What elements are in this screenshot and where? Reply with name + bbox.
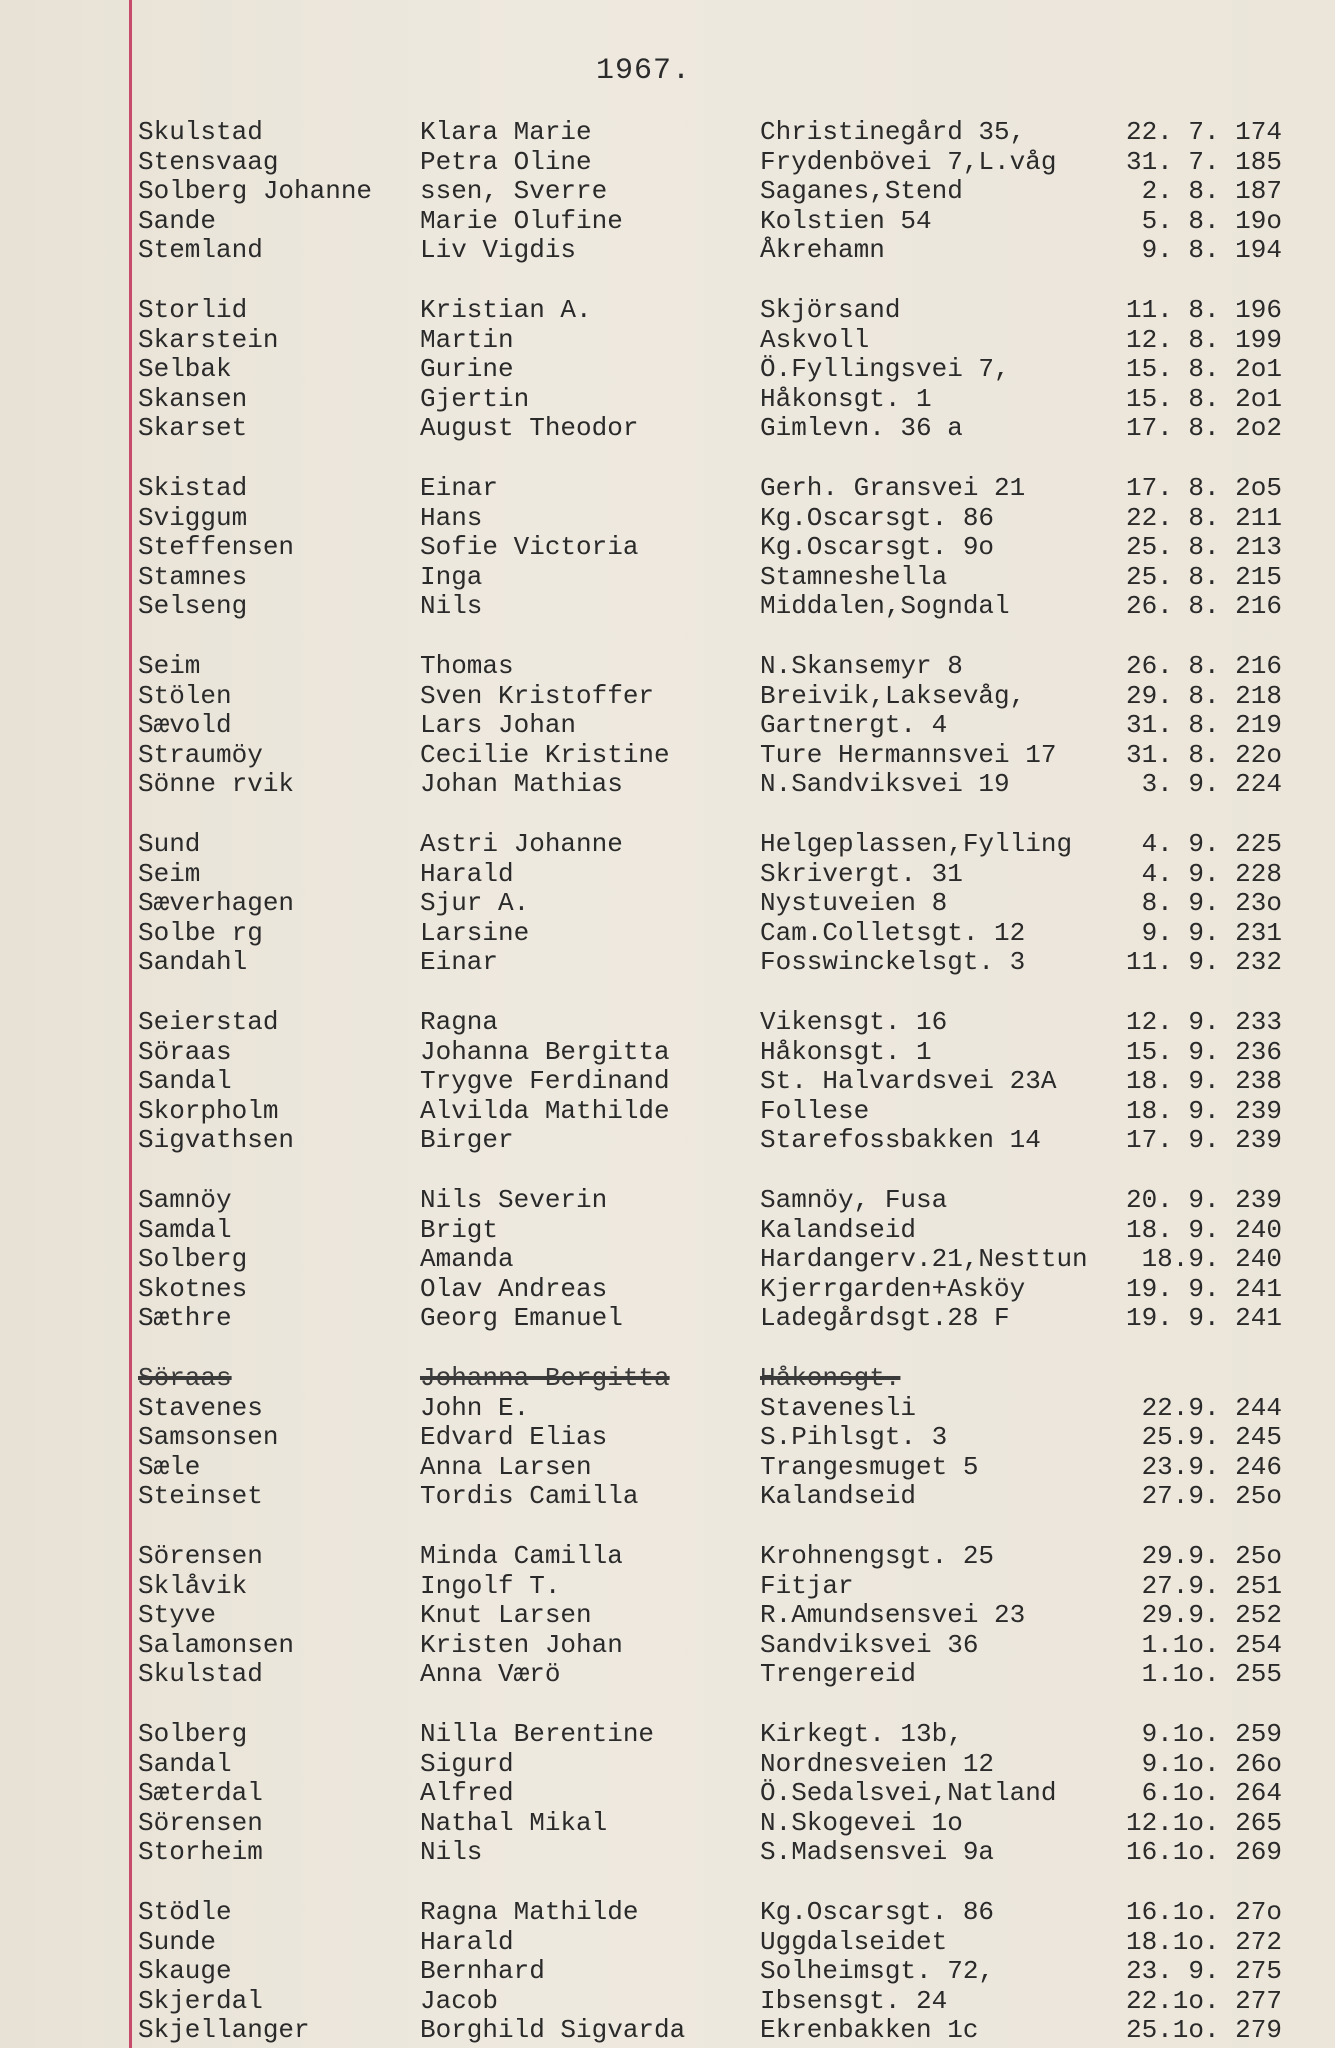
first-name-cell: Tordis Camilla — [420, 1481, 639, 1511]
ledger-row — [0, 147, 1335, 177]
ledger-row — [0, 1422, 1335, 1452]
date-number-cell: 29.9. 25o — [1141, 1541, 1282, 1571]
date-number-cell: 26. 8. 216 — [1125, 591, 1282, 621]
address-cell: Solheimsgt. 72, — [760, 1956, 995, 1986]
first-name-cell: Klara Marie — [420, 117, 592, 147]
ledger-row — [0, 562, 1335, 592]
ledger-row — [0, 1452, 1335, 1482]
first-name-cell: Amanda — [420, 1244, 514, 1274]
surname-cell: Stamnes — [138, 562, 248, 592]
date-number-cell: 3. 9. 224 — [1141, 769, 1282, 799]
date-number-cell: 25.9. 245 — [1141, 1422, 1282, 1452]
ledger-row — [0, 1215, 1335, 1245]
ledger-row — [0, 1778, 1335, 1808]
surname-cell: Skorpholm — [138, 1096, 279, 1126]
surname-cell: Sörensen — [138, 1541, 263, 1571]
date-number-cell: 17. 8. 2o2 — [1125, 413, 1282, 443]
ledger-row — [0, 295, 1335, 325]
address-cell: Breivik,Laksevåg, — [760, 681, 1026, 711]
date-number-cell: 4. 9. 228 — [1141, 859, 1282, 889]
first-name-cell: Liv Vigdis — [420, 235, 577, 265]
ledger-row — [0, 829, 1335, 859]
ledger-row — [0, 1393, 1335, 1423]
first-name-cell: Jacob — [420, 1986, 499, 2016]
address-cell: Sandviksvei 36 — [760, 1630, 979, 1660]
address-cell: Ibsensgt. 24 — [760, 1986, 948, 2016]
date-number-cell: 12. 9. 233 — [1125, 1007, 1282, 1037]
first-name-cell: Martin — [420, 325, 514, 355]
date-number-cell: 1.1o. 254 — [1141, 1630, 1282, 1660]
surname-cell: Stödle — [138, 1897, 232, 1927]
first-name-cell: Einar — [420, 473, 499, 503]
surname-cell: Skotnes — [138, 1274, 248, 1304]
ledger-row — [0, 532, 1335, 562]
ledger-row — [0, 384, 1335, 414]
date-number-cell: 2. 8. 187 — [1141, 176, 1282, 206]
date-number-cell: 18. 9. 240 — [1125, 1215, 1282, 1245]
first-name-cell: Kristian A. — [420, 295, 592, 325]
surname-cell: Steffensen — [138, 532, 295, 562]
date-number-cell: 15. 9. 236 — [1125, 1037, 1282, 1067]
address-cell: Kg.Oscarsgt. 9o — [760, 532, 995, 562]
date-number-cell: 31. 7. 185 — [1125, 147, 1282, 177]
address-cell: Cam.Colletsgt. 12 — [760, 918, 1026, 948]
ledger-row — [0, 473, 1335, 503]
surname-cell: Sæverhagen — [138, 888, 295, 918]
first-name-cell: Sven Kristoffer — [420, 681, 655, 711]
date-number-cell: 23.9. 246 — [1141, 1452, 1282, 1482]
surname-cell: Sævold — [138, 710, 232, 740]
date-number-cell: 9.1o. 259 — [1141, 1719, 1282, 1749]
address-cell: Kalandseid — [760, 1215, 917, 1245]
ledger-row — [0, 117, 1335, 147]
address-cell: Trangesmuget 5 — [760, 1452, 979, 1482]
first-name-cell: Thomas — [420, 651, 514, 681]
address-cell: Gimlevn. 36 a — [760, 413, 963, 443]
date-number-cell: 17. 8. 2o5 — [1125, 473, 1282, 503]
ledger-row — [0, 503, 1335, 533]
ledger-row-struck — [0, 1363, 1335, 1393]
ledger-row — [0, 681, 1335, 711]
address-cell: Gerh. Gransvei 21 — [760, 473, 1026, 503]
ledger-row — [0, 1719, 1335, 1749]
date-number-cell: 19. 9. 241 — [1125, 1303, 1282, 1333]
date-number-cell: 27.9. 25o — [1141, 1481, 1282, 1511]
address-cell: S.Pihlsgt. 3 — [760, 1422, 948, 1452]
surname-cell: Sæterdal — [138, 1778, 263, 1808]
first-name-cell: Anna Larsen — [420, 1452, 592, 1482]
date-number-cell: 18. 9. 239 — [1125, 1096, 1282, 1126]
address-cell: Ö.Fyllingsvei 7, — [760, 354, 1010, 384]
surname-cell: Straumöy — [138, 740, 263, 770]
address-cell: Ö.Sedalsvei,Natland — [760, 1778, 1057, 1808]
surname-cell: Steinset — [138, 1481, 263, 1511]
address-cell: Stavenesli — [760, 1393, 917, 1423]
date-number-cell: 27.9. 251 — [1141, 1571, 1282, 1601]
first-name-cell: Nils — [420, 591, 483, 621]
surname-cell: Söraas — [138, 1363, 232, 1393]
first-name-cell: Ragna — [420, 1007, 499, 1037]
date-number-cell: 22. 7. 174 — [1125, 117, 1282, 147]
first-name-cell: Hans — [420, 503, 483, 533]
date-number-cell: 15. 8. 2o1 — [1125, 384, 1282, 414]
surname-cell: Skarstein — [138, 325, 279, 355]
ledger-row — [0, 235, 1335, 265]
surname-cell: Seierstad — [138, 1007, 279, 1037]
ledger-row — [0, 1837, 1335, 1867]
surname-cell: Sönne rvik — [138, 769, 295, 799]
ledger-row — [0, 1749, 1335, 1779]
address-cell: Nordnesveien 12 — [760, 1749, 995, 1779]
first-name-cell: Alvilda Mathilde — [420, 1096, 670, 1126]
date-number-cell: 11. 8. 196 — [1125, 295, 1282, 325]
address-cell: Kg.Oscarsgt. 86 — [760, 503, 995, 533]
surname-cell: Skjellanger — [138, 2015, 310, 2045]
address-cell: Håkonsgt. 1 — [760, 1037, 932, 1067]
first-name-cell: Astri Johanne — [420, 829, 623, 859]
first-name-cell: Inga — [420, 562, 483, 592]
surname-cell: Sæle — [138, 1452, 201, 1482]
surname-cell: Solberg — [138, 1719, 248, 1749]
ledger-row — [0, 1244, 1335, 1274]
first-name-cell: Marie Olufine — [420, 206, 623, 236]
date-number-cell: 11. 9. 232 — [1125, 947, 1282, 977]
first-name-cell: Johan Mathias — [420, 769, 623, 799]
first-name-cell: Georg Emanuel — [420, 1303, 623, 1333]
date-number-cell: 16.1o. 27o — [1125, 1897, 1282, 1927]
surname-cell: Skulstad — [138, 117, 263, 147]
date-number-cell: 22.9. 244 — [1141, 1393, 1282, 1423]
first-name-cell: Nils — [420, 1837, 483, 1867]
first-name-cell: Harald — [420, 1927, 514, 1957]
surname-cell: Skauge — [138, 1956, 232, 1986]
surname-cell: Solberg Johanne — [138, 176, 373, 206]
ledger-row — [0, 859, 1335, 889]
surname-cell: Solbe rg — [138, 918, 263, 948]
surname-cell: Selbak — [138, 354, 232, 384]
surname-cell: Sande — [138, 206, 217, 236]
ledger-row — [0, 1808, 1335, 1838]
address-cell: Håkonsgt. 1 — [760, 384, 932, 414]
date-number-cell: 9. 8. 194 — [1141, 235, 1282, 265]
date-number-cell: 18.9. 240 — [1141, 1244, 1282, 1274]
date-number-cell: 18. 9. 238 — [1125, 1066, 1282, 1096]
address-cell: Stamneshella — [760, 562, 948, 592]
ledger-row — [0, 413, 1335, 443]
address-cell: Askvoll — [760, 325, 870, 355]
first-name-cell: Harald — [420, 859, 514, 889]
address-cell: Ladegårdsgt.28 F — [760, 1303, 1010, 1333]
first-name-cell: Brigt — [420, 1215, 499, 1245]
ledger-row — [0, 769, 1335, 799]
address-cell: Skjörsand — [760, 295, 901, 325]
ledger-row — [0, 1481, 1335, 1511]
address-cell: Kg.Oscarsgt. 86 — [760, 1897, 995, 1927]
date-number-cell: 8. 9. 23o — [1141, 888, 1282, 918]
ledger-row — [0, 1037, 1335, 1067]
first-name-cell: Petra Oline — [420, 147, 592, 177]
date-number-cell: 6.1o. 264 — [1141, 1778, 1282, 1808]
address-cell: Kjerrgarden+Asköy — [760, 1274, 1026, 1304]
surname-cell: Sandahl — [138, 947, 248, 977]
first-name-cell: Sigurd — [420, 1749, 514, 1779]
ledger-row — [0, 1897, 1335, 1927]
date-number-cell: 25.1o. 279 — [1125, 2015, 1282, 2045]
first-name-cell: Sofie Victoria — [420, 532, 639, 562]
address-cell: N.Skogevei 1o — [760, 1808, 963, 1838]
first-name-cell: Einar — [420, 947, 499, 977]
date-number-cell: 29. 8. 218 — [1125, 681, 1282, 711]
ledger-row — [0, 176, 1335, 206]
first-name-cell: August Theodor — [420, 413, 639, 443]
first-name-cell: Minda Camilla — [420, 1541, 623, 1571]
first-name-cell: Gurine — [420, 354, 514, 384]
address-cell: Fosswinckelsgt. 3 — [760, 947, 1026, 977]
first-name-cell: Trygve Ferdinand — [420, 1066, 670, 1096]
surname-cell: Seim — [138, 651, 201, 681]
page-year: 1967. — [596, 54, 692, 88]
address-cell: Håkonsgt. — [760, 1363, 901, 1393]
surname-cell: Seim — [138, 859, 201, 889]
date-number-cell: 9.1o. 26o — [1141, 1749, 1282, 1779]
ledger-row — [0, 1185, 1335, 1215]
address-cell: St. Halvardsvei 23A — [760, 1066, 1057, 1096]
first-name-cell: Johanna Bergitta — [420, 1363, 670, 1393]
address-cell: Skrivergt. 31 — [760, 859, 963, 889]
first-name-cell: Ingolf T. — [420, 1571, 561, 1601]
surname-cell: Sunde — [138, 1927, 217, 1957]
address-cell: Trengereid — [760, 1659, 917, 1689]
ledger-row — [0, 1303, 1335, 1333]
ledger-row — [0, 1927, 1335, 1957]
surname-cell: Salamonsen — [138, 1630, 295, 1660]
ledger-row — [0, 918, 1335, 948]
surname-cell: Samsonsen — [138, 1422, 279, 1452]
date-number-cell: 12.1o. 265 — [1125, 1808, 1282, 1838]
surname-cell: Selseng — [138, 591, 248, 621]
date-number-cell: 31. 8. 219 — [1125, 710, 1282, 740]
date-number-cell: 20. 9. 239 — [1125, 1185, 1282, 1215]
date-number-cell: 19. 9. 241 — [1125, 1274, 1282, 1304]
ledger-row — [0, 1600, 1335, 1630]
first-name-cell: Nilla Berentine — [420, 1719, 655, 1749]
ledger-row — [0, 2015, 1335, 2045]
address-cell: R.Amundsensvei 23 — [760, 1600, 1026, 1630]
address-cell: Kirkegt. 13b, — [760, 1719, 963, 1749]
ledger-row — [0, 206, 1335, 236]
ledger-row — [0, 1571, 1335, 1601]
ledger-row — [0, 651, 1335, 681]
ledger-row — [0, 1125, 1335, 1155]
address-cell: Kalandseid — [760, 1481, 917, 1511]
first-name-cell: Sjur A. — [420, 888, 530, 918]
ledger-row — [0, 1274, 1335, 1304]
surname-cell: Sund — [138, 829, 201, 859]
address-cell: Follese — [760, 1096, 870, 1126]
date-number-cell: 22.1o. 277 — [1125, 1986, 1282, 2016]
ledger-row — [0, 325, 1335, 355]
first-name-cell: Ragna Mathilde — [420, 1897, 639, 1927]
ledger-row — [0, 1541, 1335, 1571]
surname-cell: Stavenes — [138, 1393, 263, 1423]
surname-cell: Skarset — [138, 413, 248, 443]
surname-cell: Samnöy — [138, 1185, 232, 1215]
first-name-cell: Alfred — [420, 1778, 514, 1808]
first-name-cell: Edvard Elias — [420, 1422, 608, 1452]
first-name-cell: Birger — [420, 1125, 514, 1155]
surname-cell: Storheim — [138, 1837, 263, 1867]
date-number-cell: 5. 8. 19o — [1141, 206, 1282, 236]
ledger-row — [0, 1986, 1335, 2016]
ledger-row — [0, 1066, 1335, 1096]
ledger-row — [0, 740, 1335, 770]
surname-cell: Styve — [138, 1600, 217, 1630]
surname-cell: Stölen — [138, 681, 232, 711]
first-name-cell: John E. — [420, 1393, 530, 1423]
ledger-row — [0, 710, 1335, 740]
surname-cell: Skansen — [138, 384, 248, 414]
date-number-cell: 9. 9. 231 — [1141, 918, 1282, 948]
surname-cell: Skulstad — [138, 1659, 263, 1689]
date-number-cell: 23. 9. 275 — [1125, 1956, 1282, 1986]
date-number-cell: 1.1o. 255 — [1141, 1659, 1282, 1689]
first-name-cell: Nathal Mikal — [420, 1808, 608, 1838]
address-cell: Åkrehamn — [760, 235, 885, 265]
first-name-cell: Larsine — [420, 918, 530, 948]
surname-cell: Skjerdal — [138, 1986, 263, 2016]
address-cell: S.Madsensvei 9a — [760, 1837, 995, 1867]
surname-cell: Sviggum — [138, 503, 248, 533]
surname-cell: Söraas — [138, 1037, 232, 1067]
first-name-cell: Bernhard — [420, 1956, 545, 1986]
date-number-cell: 4. 9. 225 — [1141, 829, 1282, 859]
address-cell: Nystuveien 8 — [760, 888, 948, 918]
address-cell: Fitjar — [760, 1571, 854, 1601]
date-number-cell: 25. 8. 215 — [1125, 562, 1282, 592]
ledger-row — [0, 1096, 1335, 1126]
address-cell: Ekrenbakken 1c — [760, 2015, 979, 2045]
ledger-row — [0, 888, 1335, 918]
surname-cell: Stensvaag — [138, 147, 279, 177]
date-number-cell: 22. 8. 211 — [1125, 503, 1282, 533]
date-number-cell: 12. 8. 199 — [1125, 325, 1282, 355]
surname-cell: Sklåvik — [138, 1571, 248, 1601]
address-cell: Helgeplassen,Fylling — [760, 829, 1073, 859]
ledger-row — [0, 1007, 1335, 1037]
address-cell: Saganes,Stend — [760, 176, 963, 206]
date-number-cell: 18.1o. 272 — [1125, 1927, 1282, 1957]
first-name-cell: Anna Værö — [420, 1659, 561, 1689]
address-cell: N.Sandviksvei 19 — [760, 769, 1010, 799]
date-number-cell: 31. 8. 22o — [1125, 740, 1282, 770]
surname-cell: Stemland — [138, 235, 263, 265]
surname-cell: Sigvathsen — [138, 1125, 295, 1155]
ledger-row — [0, 1956, 1335, 1986]
address-cell: N.Skansemyr 8 — [760, 651, 963, 681]
first-name-cell: Olav Andreas — [420, 1274, 608, 1304]
ledger-row — [0, 354, 1335, 384]
surname-cell: Skistad — [138, 473, 248, 503]
address-cell: Hardangerv.21,Nesttun — [760, 1244, 1088, 1274]
address-cell: Frydenbövei 7,L.våg — [760, 147, 1057, 177]
ledger-row — [0, 947, 1335, 977]
date-number-cell: 16.1o. 269 — [1125, 1837, 1282, 1867]
first-name-cell: Nils Severin — [420, 1185, 608, 1215]
first-name-cell: Borghild Sigvarda — [420, 2015, 686, 2045]
date-number-cell: 26. 8. 216 — [1125, 651, 1282, 681]
address-cell: Vikensgt. 16 — [760, 1007, 948, 1037]
first-name-cell: Kristen Johan — [420, 1630, 623, 1660]
surname-cell: Samdal — [138, 1215, 232, 1245]
surname-cell: Storlid — [138, 295, 248, 325]
surname-cell: Sandal — [138, 1749, 232, 1779]
date-number-cell: 15. 8. 2o1 — [1125, 354, 1282, 384]
surname-cell: Sæthre — [138, 1303, 232, 1333]
date-number-cell: 17. 9. 239 — [1125, 1125, 1282, 1155]
first-name-cell: Lars Johan — [420, 710, 577, 740]
address-cell: Christinegård 35, — [760, 117, 1026, 147]
date-number-cell: 29.9. 252 — [1141, 1600, 1282, 1630]
first-name-cell: Gjertin — [420, 384, 530, 414]
address-cell: Samnöy, Fusa — [760, 1185, 948, 1215]
surname-cell: Sandal — [138, 1066, 232, 1096]
address-cell: Gartnergt. 4 — [760, 710, 948, 740]
surname-cell: Solberg — [138, 1244, 248, 1274]
address-cell: Krohnengsgt. 25 — [760, 1541, 995, 1571]
address-cell: Middalen,Sogndal — [760, 591, 1010, 621]
address-cell: Kolstien 54 — [760, 206, 932, 236]
ledger-row — [0, 591, 1335, 621]
address-cell: Starefossbakken 14 — [760, 1125, 1041, 1155]
ledger-row — [0, 1630, 1335, 1660]
surname-cell: Sörensen — [138, 1808, 263, 1838]
first-name-cell: ssen, Sverre — [420, 176, 608, 206]
first-name-cell: Johanna Bergitta — [420, 1037, 670, 1067]
date-number-cell: 25. 8. 213 — [1125, 532, 1282, 562]
ledger-row — [0, 1659, 1335, 1689]
first-name-cell: Cecilie Kristine — [420, 740, 670, 770]
first-name-cell: Knut Larsen — [420, 1600, 592, 1630]
address-cell: Ture Hermannsvei 17 — [760, 740, 1057, 770]
address-cell: Uggdalseidet — [760, 1927, 948, 1957]
